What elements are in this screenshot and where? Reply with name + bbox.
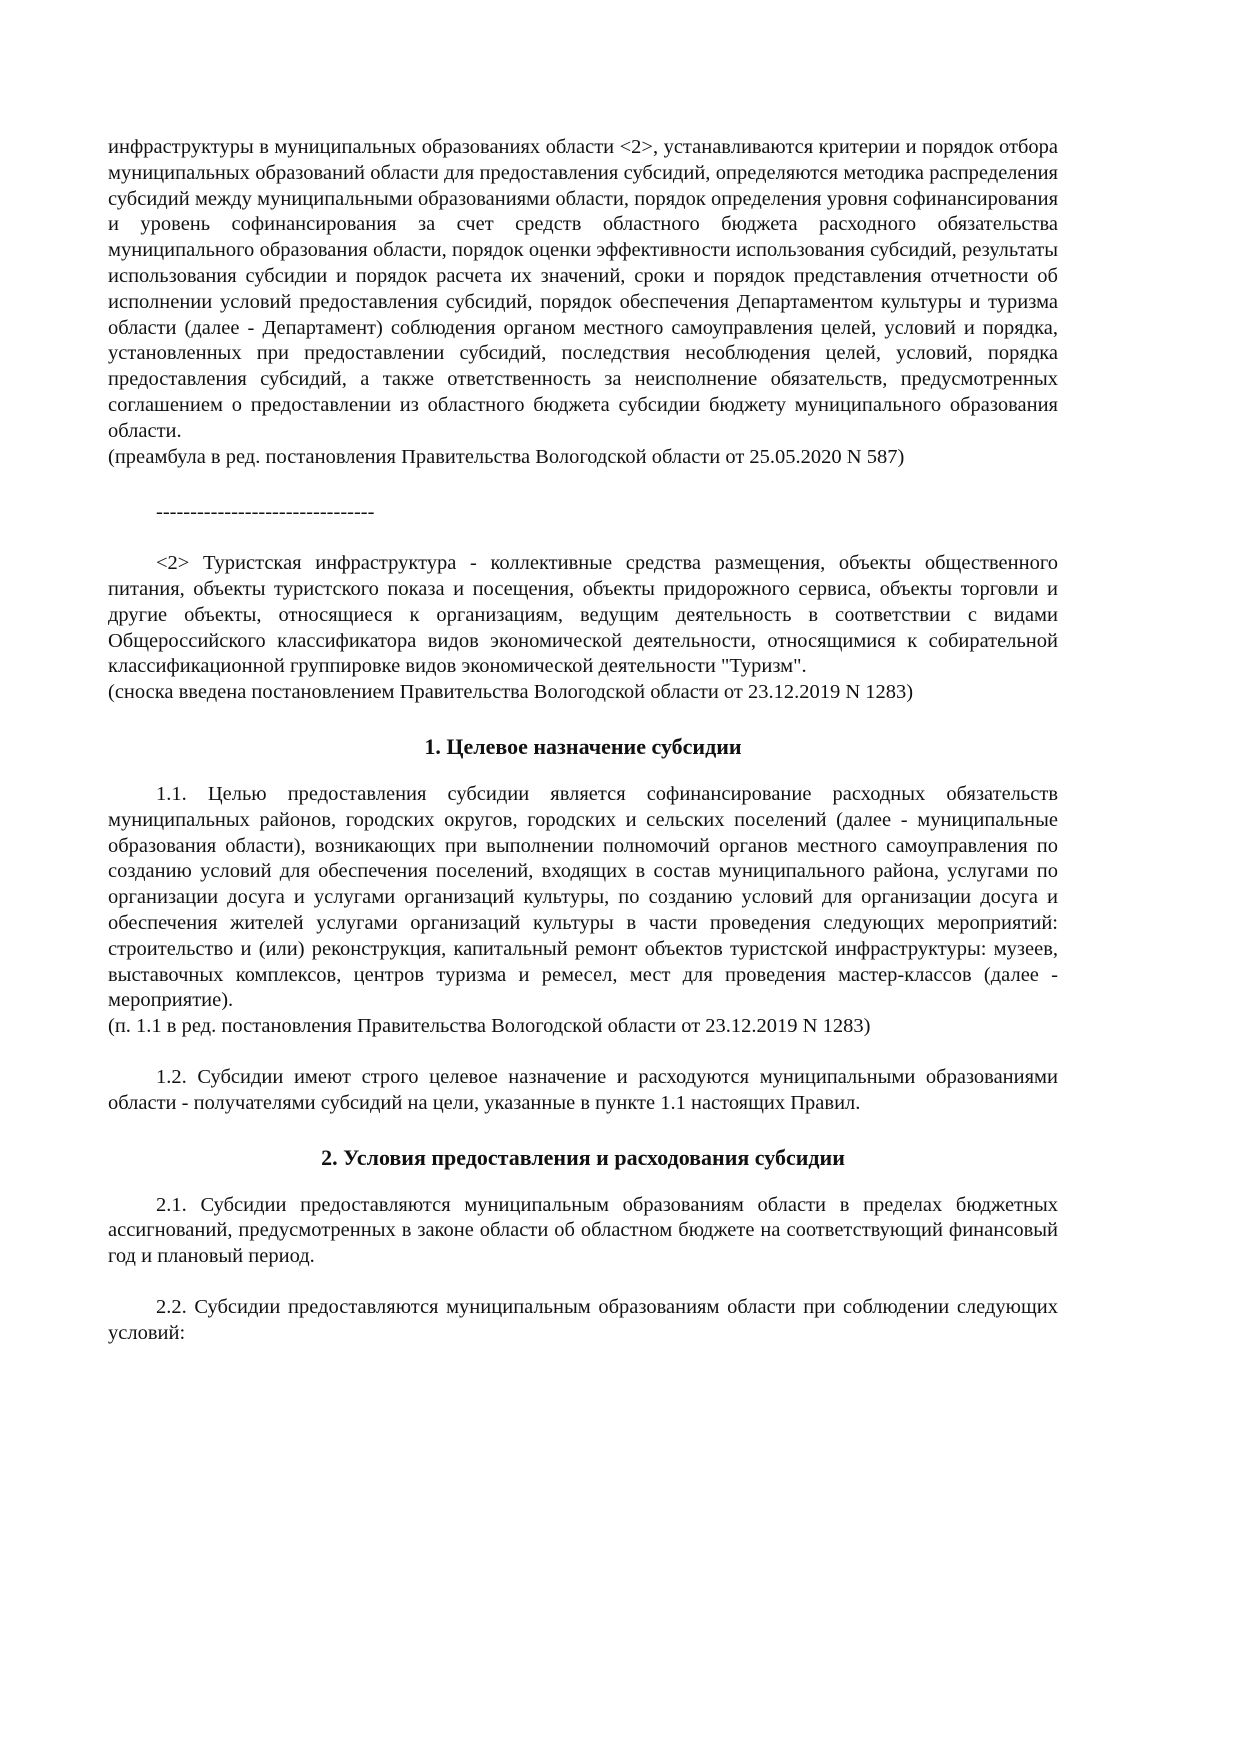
footnote-separator: -------------------------------- xyxy=(156,501,375,524)
clause-2-2: 2.2. Субсидии предоставляются муниципальным образованиям области при соблюдении следующих условий: xyxy=(108,1295,1058,1344)
section-1-heading: 1. Целевое назначение субсидии xyxy=(424,733,742,759)
preamble-amendment-note: (преамбула в ред. постановления Правительства Вологодской области от 25.05.2020 N 587) xyxy=(108,445,905,468)
clause-1-1-note: (п. 1.1 в ред. постановления Правительства Вологодской области от 23.12.2019 N 1283) xyxy=(108,1015,871,1038)
clause-2-1: 2.1. Субсидии предоставляются муниципальным образованиям области в пределах бюджетных ассигнований, предусмотренных в законе области об областном бюджете на соответствующий финансовый год и плановый период. xyxy=(108,1193,1058,1268)
section-2-heading: 2. Условия предоставления и расходования субсидии xyxy=(321,1144,845,1170)
clause-1-1: 1.1. Целью предоставления субсидии является софинансирование расходных обязательств муниципальных районов, городских округов, городских и сельских поселений (далее - муниципальные образования области), возникающих при выполнении полномочий органов местного самоуправления по созданию условий для обеспечения поселений, входящих в состав муниципального района, услугами по организации досуга и услугами организаций культуры, по созданию условий для организации досуга и обеспечения жителей услугами организаций культуры в части проведения следующих мероприятий: строительство и (или) реконструкция, капитальный ремонт объектов туристской инфраструктуры: музеев, выставочных комплексов, центров туризма и ремесел, мест для проведения мастер-классов (далее - мероприятие). xyxy=(108,782,1058,1012)
clause-1-2: 1.2. Субсидии имеют строго целевое назначение и расходуются муниципальными образованиями области - получателями субсидий на цели, указанные в пункте 1.1 настоящих Правил. xyxy=(108,1065,1058,1114)
footnote-note: (сноска введена постановлением Правительства Вологодской области от 23.12.2019 N 1283) xyxy=(108,681,914,704)
footnote-2: <2> Туристская инфраструктура - коллективные средства размещения, объекты общественного питания, объекты туристского показа и посещения, объекты придорожного сервиса, объекты торговли и другие объекты, относящиеся к организациям, ведущим деятельность в соответствии с видами Общероссийского классификатора видов экономической деятельности, относящимися к собирательной классификационной группировке видов экономической деятельности "Туризм". xyxy=(108,552,1058,678)
document-page xyxy=(108,135,1058,1346)
preamble-paragraph: инфраструктуры в муниципальных образованиях области <2>, устанавливаются критерии и порядок отбора муниципальных образований области для предоставления субсидий, определяются методика распределения субсидий между муниципальными образованиями области, порядок определения уровня софинансирования и уровень софинансирования за счет средств областного бюджета расходного обязательства муниципального образования области, порядок оценки эффективности использования субсидий, результаты использования субсидии и порядок расчета их значений, сроки и порядок представления отчетности об исполнении условий предоставления субсидий, порядок обеспечения Департаментом культуры и туризма области (далее - Департамент) соблюдения органом местного самоуправления целей, условий и порядка, установленных при предоставлении субсидий, последствия несоблюдения целей, условий, порядка предоставления субсидий, а также ответственность за неисполнение обязательств, предусмотренных соглашением о предоставлении из областного бюджета субсидии бюджету муниципального образования области. xyxy=(108,136,1058,442)
